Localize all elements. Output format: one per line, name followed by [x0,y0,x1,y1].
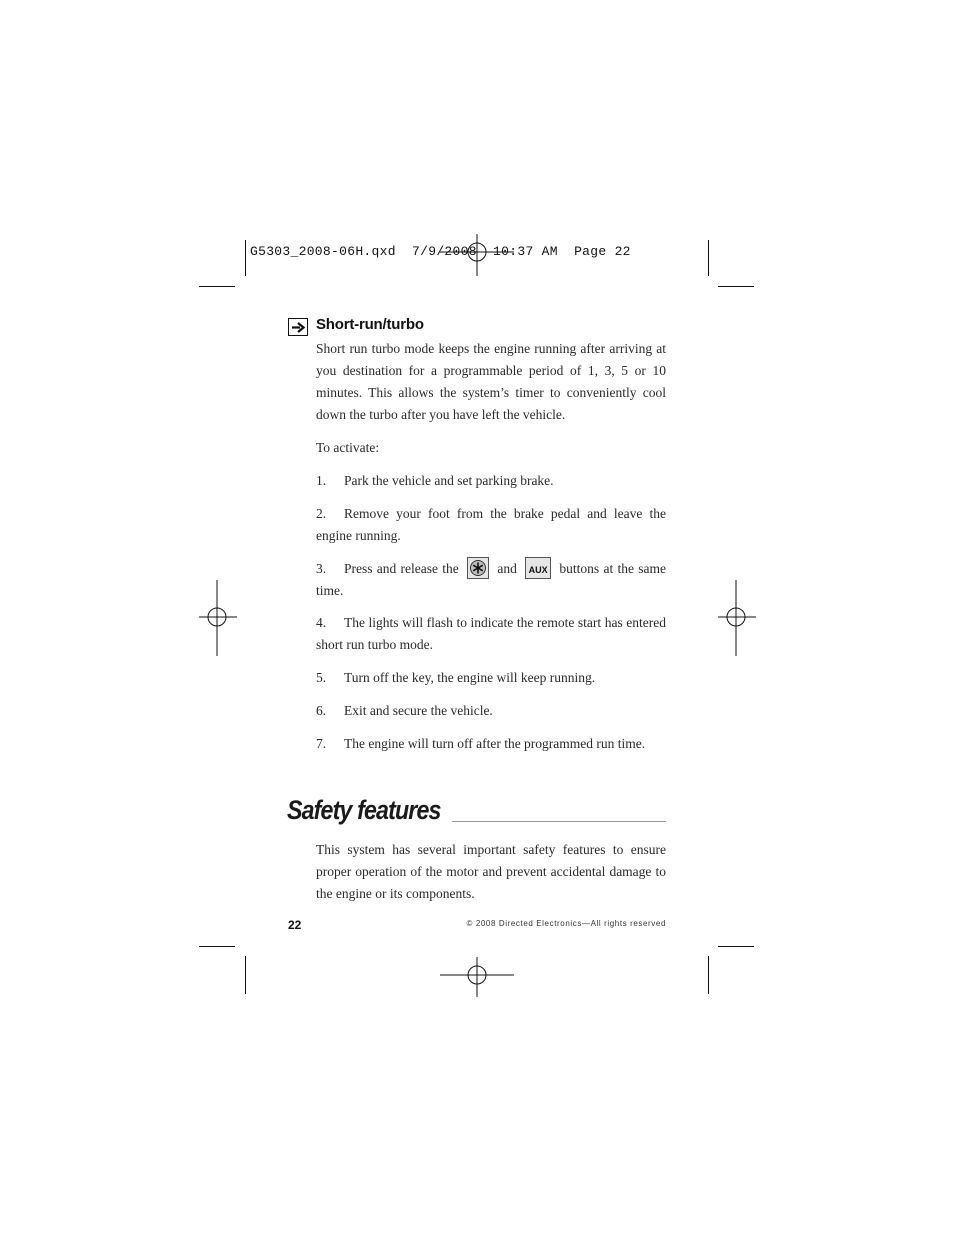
star-button-icon [467,557,489,579]
registration-mark-left [199,580,237,656]
step-text: Exit and secure the vehicle. [344,703,493,718]
step-text: Turn off the key, the engine will keep running. [344,670,596,685]
print-slug [250,244,631,259]
aux-label: AUX [528,565,548,576]
step-text: Park the vehicle and set parking brake. [344,473,554,488]
step-number: 7. [316,736,327,751]
step-number: 5. [316,670,327,685]
step-text-post: buttons at the same time. [316,561,666,598]
step-item [316,612,666,656]
page-number: 22 [288,918,302,932]
slug-date: 7/9/2008 [412,244,477,259]
step-number: 2. [316,506,327,521]
slug-time: 10:37 AM [493,244,558,259]
step-text-pre: Press and release the [344,561,459,576]
copyright-notice: © 2008 Directed Electronics—All rights reserved [466,919,666,928]
step-item [316,558,666,602]
step-item [316,733,666,755]
step-number: 6. [316,703,327,718]
safety-paragraph: This system has several important safety features to ensure proper operation of the motor and prevent accidental damage to the engine or its components. [316,842,666,901]
step-number: 3. [316,561,327,576]
arrow-right-icon [288,318,308,336]
step-text: The engine will turn off after the programmed run time. [344,736,646,751]
registration-mark-right [718,580,756,656]
activate-label: To activate: [316,440,380,455]
heading-rule [452,821,666,822]
slug-filename: G5303_2008-06H.qxd [250,244,396,259]
step-text: Remove your foot from the brake pedal and leave the engine running. [316,506,666,543]
step-number: 1. [316,473,327,488]
step-text-mid: and [497,561,517,576]
slug-page: Page 22 [574,244,631,259]
step-item [316,503,666,547]
aux-button-icon [525,557,551,579]
intro-paragraph: Short run turbo mode keeps the engine running after arriving at you destination for a programmable period of 1, 3, 5 or 10 minutes. This allows the system’s timer to conveniently cool down the turbo after you have left the vehicle. [316,341,666,422]
step-item [316,470,666,492]
step-item [316,700,666,722]
safety-heading: Safety features [287,795,441,825]
step-number: 4. [316,615,327,630]
step-item [316,667,666,689]
registration-mark-bottom [440,957,514,997]
section-heading: Short-run/turbo [316,316,424,333]
step-text: The lights will flash to indicate the remote start has entered short run turbo mode. [316,615,666,652]
